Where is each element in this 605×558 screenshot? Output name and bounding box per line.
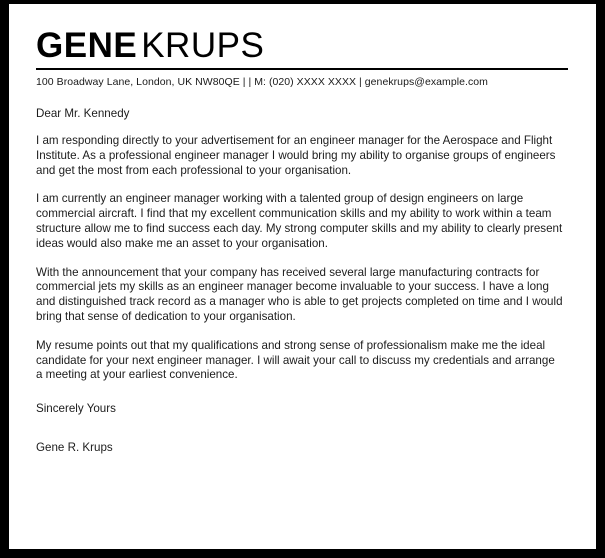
page-title [36,26,568,66]
letter-body [36,106,568,455]
body-paragraph-4: My resume points out that my qualifications and strong sense of professionalism make me the ideal candidate for your next engineer manager. I will await your call to discuss my credentials and arrange a meeting at your earliest convenience. [36,338,555,382]
closing-salutation: Sincerely Yours [36,402,116,416]
body-paragraph-2: I am currently an engineer manager working with a talented group of design engineers on large commercial aircraft. I find that my excellent communication skills and my ability to work within a team structure allow me to find success each day. My strong computer skills and my ability to clearly present ideas would also make me an asset to your organisation. [36,192,563,250]
letter-sheet [9,4,596,549]
letterhead-divider [36,68,568,70]
letterhead [36,26,568,89]
letterhead-first-name: GENE [36,26,138,65]
salutation: Dear Mr. Kennedy [36,107,130,120]
letterhead-last-name: KRUPS [141,26,265,65]
signature-name: Gene R. Krups [36,441,113,455]
contact-info-line: 100 Broadway Lane, London, UK NW80QE | | M: (020) XXXX XXXX | genekrups@example.com [36,76,488,88]
body-paragraph-3: With the announcement that your company has received several large manufacturing contracts for commercial jets my skills as an engineer manager become invaluable to your success. I have a long and distinguished track record as a manager who is able to get projects completed on time and I would bring that sense of dedication to your organisation. [36,265,563,323]
body-paragraph-1: I am responding directly to your advertisement for an engineer manager for the Aerospace and Flight Institute. As a professional engineer manager I would bring my ability to organise groups of engineers and get the most from each professional to your organisation. [36,134,556,177]
